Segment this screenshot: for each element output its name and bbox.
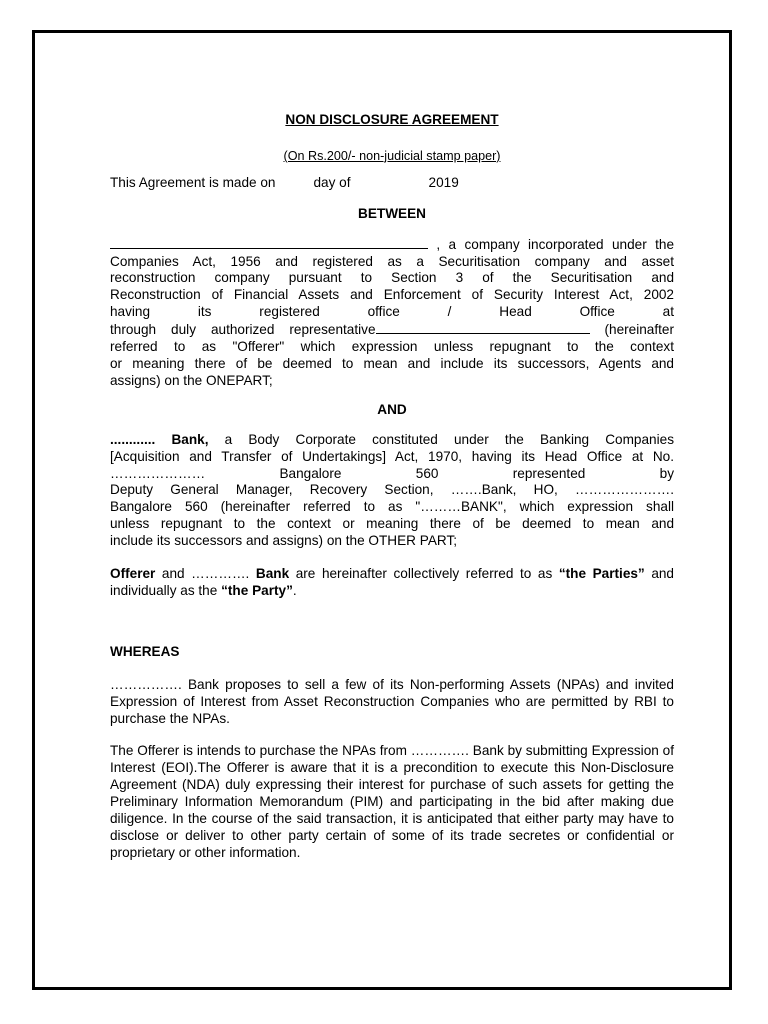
- offerer-line-7: referred to as "Offerer" which expression unless repugnant to the context: [110, 339, 674, 355]
- bank-line-7: include its successors and assigns) on the OTHER PART;: [110, 533, 458, 549]
- agreement-date-line: [110, 175, 674, 192]
- made-on-prefix: This Agreement is made on: [110, 174, 276, 190]
- bank-line-6: unless repugnant to the context or meaning there of be deemed to mean and: [110, 516, 674, 532]
- offerer-line-9: assigns) on the ONEPART;: [110, 372, 273, 388]
- document-title: NON DISCLOSURE AGREEMENT: [285, 112, 499, 127]
- offerer-paragraph: [110, 236, 674, 390]
- company-name-blank: [110, 236, 428, 249]
- document-body: [110, 112, 674, 862]
- whereas-heading: WHEREAS: [110, 643, 180, 659]
- npa-paragraph: ……………. Bank proposes to sell a few of its Non-performing Assets (NPAs) and invited Expression of Interest from Asset Reconstruction Companies who are permitted by RBI to purchase the NPAs.: [110, 676, 674, 726]
- offerer-line-3: reconstruction company pursuant to Section 3 of the Securitisation and: [110, 270, 674, 286]
- bank-line-5: Bangalore 560 (hereinafter referred to as "………BANK", which expression shall: [110, 499, 674, 515]
- offerer-intent-paragraph: The Offerer is intends to purchase the NPAs from …………. Bank by submitting Expression of Interest (EOI).The Offerer is aware that it is a precondition to execute this Non-Disclosure Agreement (NDA) duly expressing their interest for purchase of such assets for getting the Preliminary Information Memorandum (PIM) and participating in the bid after making due diligence. In the course of the said transaction, it is anticipated that either party may have to disclose or deliver to other party certain of some of its trade secretes or confidential or proprietary or other information.: [110, 743, 674, 860]
- document-subtitle: (On Rs.200/- non-judicial stamp paper): [283, 148, 501, 163]
- offerer-line-4: Reconstruction of Financial Assets and Enforcement of Security Interest Act, 2002: [110, 287, 674, 303]
- made-on-day-of: day of: [313, 174, 351, 190]
- between-heading: BETWEEN: [358, 205, 426, 221]
- and-heading: AND: [377, 401, 407, 417]
- offerer-line-8: or meaning there of be deemed to mean and include its successors, Agents and: [110, 355, 674, 371]
- offerer-line-2: Companies Act, 1956 and registered as a Securitisation company and asset: [110, 253, 674, 269]
- offerer-line-5: having its registered office / Head Office at: [110, 304, 674, 320]
- bank-line-1: ............ Bank, a Body Corporate constituted under the Banking Companies: [110, 431, 674, 447]
- offerer-line-1: , a company incorporated under the: [110, 236, 674, 254]
- made-on-year: 2019: [428, 174, 459, 190]
- bank-line-2: [Acquisition and Transfer of Undertakings] Act, 1970, having its Head Office at No.: [110, 448, 674, 464]
- bank-line-3: ………………… Bangalore 560 represented by: [110, 465, 674, 481]
- bank-line-4: Deputy General Manager, Recovery Section, …….Bank, HO, ………………….: [110, 482, 674, 498]
- representative-blank: [376, 321, 590, 334]
- bank-paragraph: [110, 432, 674, 550]
- offerer-line-6: through duly authorized representative (hereinafter: [110, 322, 674, 338]
- parties-paragraph: Offerer and …………. Bank are hereinafter collectively referred to as “the Parties” and individually as the “the Party”.: [110, 566, 674, 598]
